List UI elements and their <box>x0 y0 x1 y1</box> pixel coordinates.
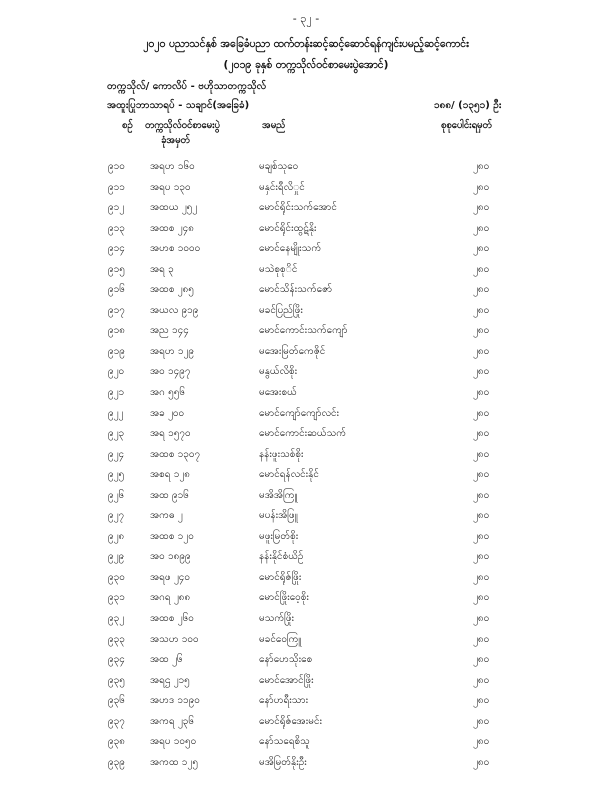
table-row <box>0 590 612 611</box>
roll-number: အကရ ၂၃၆ <box>150 715 195 727</box>
page-number: - ၃၂ - <box>292 12 320 25</box>
count-header: ၁၈၈/ (၁၃၅၁) ဦး <box>434 100 502 111</box>
total-marks: ၂၈၀ <box>473 222 490 234</box>
university-line: တက္ကသိုလ်/ ကောလိပ် - ဗဟိုသာတက္ကသိုလ် <box>107 81 267 92</box>
row-number: ၉၁၆ <box>108 284 125 296</box>
total-marks: ၂၈၀ <box>473 592 490 604</box>
roll-number: အ၀ ၁၈၉၉ <box>150 551 191 563</box>
roll-number: အဟစ ၁၀၀၀ <box>150 243 201 255</box>
student-name: မောင်ကျော်ကျော်လင်း <box>259 407 340 419</box>
total-marks: ၂၈၀ <box>473 407 490 419</box>
roll-number: အရဖ ၂၄၀ <box>150 571 190 583</box>
table-row <box>0 652 612 673</box>
total-marks: ၂၈၀ <box>473 715 490 727</box>
table-row <box>0 755 612 776</box>
total-marks: ၂၈၀ <box>473 654 490 666</box>
total-marks: ၂၈၀ <box>473 325 490 337</box>
student-name: မောင်ရန်လင်းနိုင် <box>259 469 319 481</box>
document-title: ၂၀၂၀ ပညာသင်နှစ် အခြေခံပညာ ထက်တန်းဆင့်ဆင့်ဆောင်ရန်ကျင်းပမည့်ဆင့်ကောင်း <box>143 38 469 50</box>
student-name: မောင်ရိုင်းထွဋ်နိုး <box>259 222 317 234</box>
total-marks: ၂၈၀ <box>473 161 490 172</box>
row-number: ၉၃၅ <box>108 674 125 686</box>
table-row <box>0 611 612 632</box>
total-marks: ၂၈၀ <box>473 243 490 255</box>
roll-number: အထ ၉၁၆ <box>150 489 189 501</box>
row-number: ၉၃၄ <box>108 654 125 666</box>
student-name: မသက်ဖြိုး <box>259 613 295 625</box>
table-row <box>0 673 612 694</box>
table-row <box>0 488 612 509</box>
total-marks: ၂၈၀ <box>473 428 490 440</box>
table-row <box>0 303 612 324</box>
total-marks: ၂၈၀ <box>473 448 490 460</box>
student-name: မခင်ဝေကြူ <box>259 633 302 645</box>
row-number: ၉၃၆ <box>108 695 125 707</box>
table-row <box>0 262 612 283</box>
table-row <box>0 406 612 427</box>
total-marks: ၂၈၀ <box>473 304 490 316</box>
total-marks: ၂၈၀ <box>473 469 490 481</box>
roll-number: အဂရ ၂၈၈ <box>150 592 191 604</box>
table-row <box>0 734 612 755</box>
roll-number: အထစ ၁၂၀ <box>150 530 194 542</box>
table-row <box>0 344 612 365</box>
row-number: ၉၁၇ <box>108 304 125 316</box>
student-name: မသဲစုစုိင် <box>259 263 298 275</box>
total-marks: ၂၈၀ <box>473 181 490 193</box>
row-number: ၉၁၄ <box>108 243 125 255</box>
row-number: ၉၃၈ <box>108 736 125 748</box>
student-name: မပန်းအိဖြူ <box>259 510 298 522</box>
row-number: ၉၂၈ <box>108 530 125 542</box>
total-marks: ၂၈၀ <box>473 366 490 378</box>
student-name: နော်ဟရီးသား <box>259 695 309 707</box>
column-header-name: အမည် <box>262 120 286 131</box>
student-name: မောင်ကောင်းဆယ်သက် <box>259 428 347 440</box>
row-number: ၉၂၇ <box>108 510 125 522</box>
student-name: မအိမြတ်နိုးဦး <box>259 756 307 768</box>
roll-number: အဟဒ ၁၁၉၀ <box>150 695 200 707</box>
row-number: ၉၃၁ <box>108 592 125 604</box>
roll-number: အခ ၂၀၀ <box>150 407 185 419</box>
row-number: ၉၃၃ <box>108 633 125 645</box>
table-row <box>0 221 612 242</box>
roll-number: အည ၁၄၄ <box>150 325 189 337</box>
total-marks: ၂၈၀ <box>473 695 490 707</box>
student-name: မောင်ရိုဇ်ဖြိုး <box>259 571 302 583</box>
student-name: နော်သရေစိသူ <box>259 736 310 748</box>
table-row <box>0 364 612 385</box>
student-name: မောင်ဖြိုးဝေ့စိုး <box>259 592 309 604</box>
table-row <box>0 508 612 529</box>
table-row <box>0 714 612 735</box>
student-name: နန်းဖူးသစ်စိုး <box>259 448 304 460</box>
student-name: မနှင်းရီလိှုင် <box>259 181 305 193</box>
row-number: ၉၁၃ <box>108 222 125 234</box>
student-name: မချစ်သုဝေ <box>259 161 299 172</box>
row-number: ၉၃၀ <box>108 571 125 583</box>
row-number: ၉၁၀ <box>108 161 125 172</box>
roll-number: အ၀ ၁၄၉၇ <box>150 366 191 378</box>
roll-number: အထစ ၁၃၀၇ <box>150 448 201 460</box>
total-marks: ၂၈၀ <box>473 284 490 296</box>
row-number: ၉၁၉ <box>108 345 125 357</box>
student-name: မောင်ကောင်းသက်ကျော် <box>259 325 348 337</box>
student-name: နန်းနိုင်စံယိဉ် <box>259 551 304 563</box>
column-header-marks: စုစုပေါင်းရမှတ် <box>441 120 492 131</box>
student-name: မောင်ရိုင်းသက်အောင် <box>259 202 337 214</box>
student-name: မနွယ်လိစိုး <box>259 366 298 378</box>
row-number: ၉၃၇ <box>108 715 125 727</box>
table-row <box>0 529 612 550</box>
total-marks: ၂၈၀ <box>473 387 490 399</box>
total-marks: ၂၈၀ <box>473 736 490 748</box>
row-number: ၉၂၆ <box>108 489 125 501</box>
row-number: ၉၁၂ <box>108 202 125 214</box>
student-name: မောင်အောင်ဖြိုး <box>259 674 314 686</box>
student-name: မောင်ရိုဇ်အေးမင်း <box>259 715 323 727</box>
roll-number: အရဟ ၁၆၀ <box>150 161 195 172</box>
table-row <box>0 426 612 447</box>
table-row <box>0 693 612 714</box>
roll-number: အရပ ၁၃၀ <box>150 181 191 193</box>
total-marks: ၂၈၀ <box>473 571 490 583</box>
table-row <box>0 385 612 406</box>
roll-number: အထစ ၂၆၀ <box>150 613 194 625</box>
column-header-no: စဉ် <box>122 120 133 131</box>
total-marks: ၂၈၀ <box>473 345 490 357</box>
total-marks: ၂၈၀ <box>473 510 490 522</box>
total-marks: ၂၈၀ <box>473 263 490 275</box>
row-number: ၉၂၀ <box>108 366 125 378</box>
student-name: မဖူးမြတ်စိုး <box>259 530 299 542</box>
column-header-roll: ခုံအမှတ် <box>161 135 190 146</box>
table-row <box>0 180 612 201</box>
table-row <box>0 241 612 262</box>
row-number: ၉၂၃ <box>108 428 125 440</box>
total-marks: ၂၈၀ <box>473 489 490 501</box>
row-number: ၉၂၄ <box>108 448 125 460</box>
roll-number: အကထ ၁၂၅ <box>150 756 198 768</box>
total-marks: ၂၈၀ <box>473 633 490 645</box>
student-name: နော်ဟေသိုးစေ <box>259 654 313 666</box>
roll-number: အရ ၃ <box>150 263 174 275</box>
total-marks: ၂၈၀ <box>473 613 490 625</box>
subject-header: အထူးပြုဘာသာရပ် - သချာင်(အခြေခံ) <box>107 100 250 111</box>
roll-number: အရပ ၁၀၅၀ <box>150 736 197 748</box>
roll-number: အစရ ၁၂၈ <box>150 469 190 481</box>
column-header-exam: တက္ကသိုလ်ဝင်စာမေးပွဲ <box>145 120 220 131</box>
table-row <box>0 200 612 221</box>
student-list <box>0 159 612 775</box>
student-name: မောင်သိန်းသက်ဇော် <box>259 284 333 296</box>
total-marks: ၂၈၀ <box>473 674 490 686</box>
table-row <box>0 570 612 591</box>
total-marks: ၂၈၀ <box>473 756 490 768</box>
roll-number: အထစ ၂၄၈ <box>150 222 194 234</box>
document-subtitle: (၂၀၁၉ ခုနှစ် တက္ကသိုလ်ဝင်စာမေးပွဲအောင်) <box>223 59 389 71</box>
row-number: ၉၂၂ <box>108 407 124 419</box>
row-number: ၉၁၅ <box>108 263 125 275</box>
table-row <box>0 632 612 653</box>
table-row <box>0 323 612 344</box>
student-name: မအေးမြတ်ကေဇိုင် <box>259 345 326 357</box>
table-row <box>0 467 612 488</box>
row-number: ၉၂၉ <box>108 551 125 563</box>
student-name: မောင်နေမျိုးသက် <box>259 243 322 255</box>
table-row <box>0 549 612 570</box>
row-number: ၉၁၈ <box>108 325 125 337</box>
table-row <box>0 447 612 468</box>
row-number: ၉၃၂ <box>108 613 125 625</box>
row-number: ၉၁၁ <box>108 181 125 193</box>
roll-number: အသဟ ၁၀၀ <box>150 633 199 645</box>
row-number: ၉၃၉ <box>108 756 125 768</box>
row-number: ၉၂၅ <box>108 469 125 481</box>
roll-number: အထယ ၂၅၂ <box>150 202 198 214</box>
roll-number: အရ ၁၅၇၀ <box>150 428 191 440</box>
student-name: မခင်ပြည်ဖြိုး <box>259 304 303 316</box>
student-name: မအေးစယ် <box>259 387 297 399</box>
roll-number: အထစ ၂၈၅ <box>150 284 194 296</box>
table-row <box>0 282 612 303</box>
roll-number: အရဌ ၂၁၅ <box>150 674 190 686</box>
student-name: မအိအိကြူ <box>259 489 298 501</box>
row-number: ၉၂၁ <box>108 387 125 399</box>
total-marks: ၂၈၀ <box>473 202 490 214</box>
roll-number: အရဟ ၁၂၉ <box>150 345 195 357</box>
roll-number: အယလ ၉၁၉ <box>150 304 199 316</box>
roll-number: အထ ၂၆ <box>150 654 183 666</box>
total-marks: ၂၈၀ <box>473 530 490 542</box>
roll-number: အဂ ၅၅၆ <box>150 387 185 399</box>
total-marks: ၂၈၀ <box>473 551 490 563</box>
roll-number: အကဓ ၂ <box>150 510 183 522</box>
table-row <box>0 159 612 180</box>
